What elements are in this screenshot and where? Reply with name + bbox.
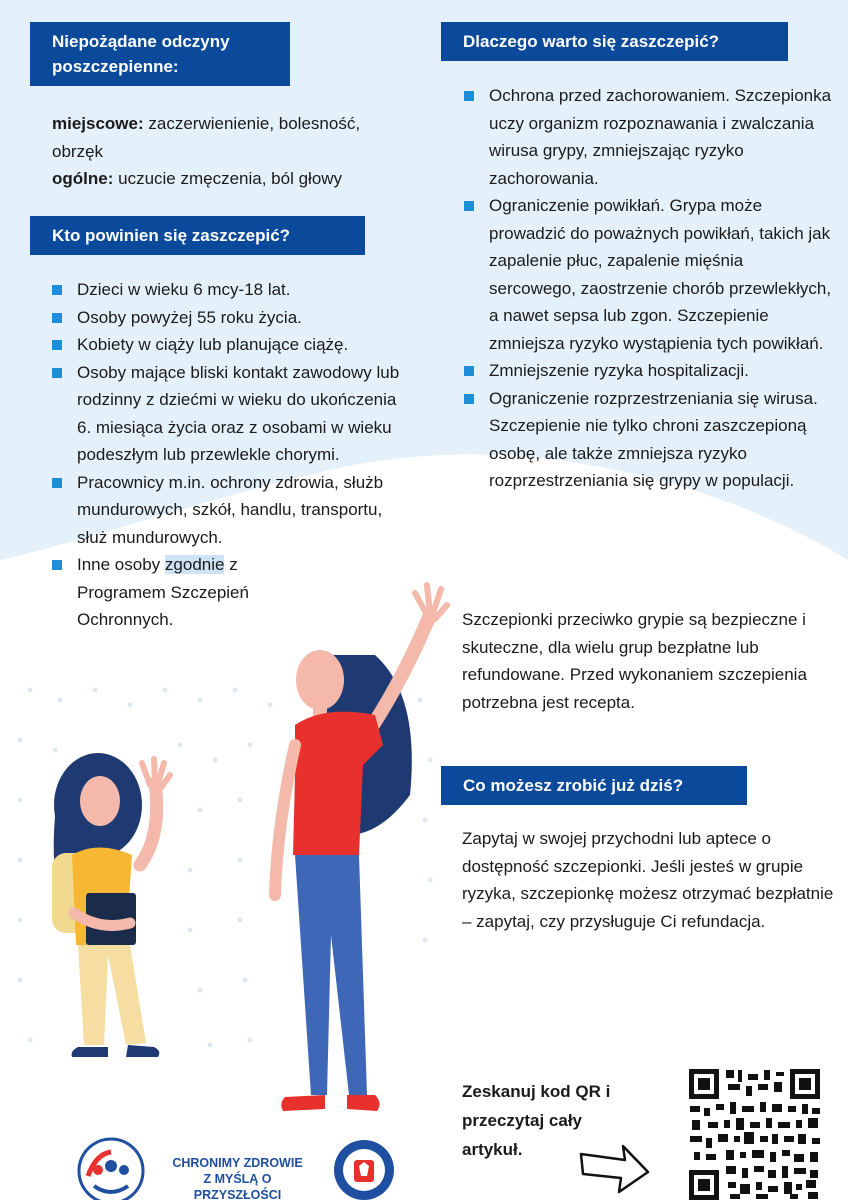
why-header: Dlaczego warto się zaszczepić?: [441, 22, 788, 61]
program-logo-text: [160, 1155, 315, 1203]
arrow-right-icon: [577, 1140, 652, 1195]
who-item: [50, 359, 415, 469]
bullet-square-icon: [52, 285, 62, 295]
bullet-square-icon: [52, 478, 62, 488]
who-item-text: Osoby mające bliski kontakt zawodowy lub rodzinny z dziećmi w wieku do ukończenia 6. miesiąca życia oraz z osobami w wieku podeszłym lub przewlekle chorymi.: [77, 362, 400, 464]
bullet-square-icon: [52, 340, 62, 350]
why-item-text: Ochrona przed zachorowaniem. Szczepionka uczy organizm rozpoznawania i zwalczania wirusa grypy, zmniejszając ryzyko zachorowania.: [489, 86, 832, 188]
who-item: [50, 469, 415, 552]
who-item: [50, 331, 415, 359]
why-item: [462, 192, 832, 357]
side-effects-text: [52, 110, 412, 193]
bullet-square-icon: [464, 201, 474, 211]
who-item-text: Inne osoby: [77, 555, 165, 574]
who-item: [50, 276, 415, 304]
why-list: [462, 82, 832, 495]
program-logo: [76, 1136, 146, 1200]
bullet-square-icon: [464, 394, 474, 404]
side-effects-header: Niepożądane odczyny poszczepienne:: [30, 22, 290, 86]
general-label: ogólne:: [52, 169, 114, 188]
qr-code[interactable]: [686, 1066, 824, 1200]
who-item: [50, 304, 415, 332]
general-text: uczucie zmęczenia, ból głowy: [113, 169, 343, 188]
why-item-text: Zmniejszenie ryzyka hospitalizacji.: [489, 361, 749, 380]
logo-text-line1: CHRONIMY ZDROWIE: [172, 1156, 303, 1170]
why-item: [462, 385, 832, 495]
bullet-square-icon: [464, 91, 474, 101]
who-item-text: z Programem Szczepień Ochronnych.: [77, 555, 249, 629]
local-text: zaczerwienienie, bolesność, obrzęk: [52, 114, 361, 161]
ministry-seal-logo: [332, 1138, 396, 1200]
local-label: miejscowe:: [52, 114, 144, 133]
who-item-text: Pracownicy m.in. ochrony zdrowia, służb mundurowych, szkół, handlu, transportu, służ mundurowych.: [77, 472, 384, 547]
logo-text-line2: Z MYŚLĄ O PRZYSZŁOŚCI: [193, 1172, 282, 1202]
qr-caption: Zeskanuj kod QR i przeczytaj cały artykuł.: [462, 1082, 611, 1159]
why-item-text: Ograniczenie powikłań. Grypa może prowadzić do poważnych powikłań, takich jak zapalenie płuc, zapalenie mięśnia sercowego, zaostrzenie chorób przewlekłych, a nawet sepsa lub zgon. Szczepienie zmniejsza ryzyko wystąpienia tych powikłań.: [489, 196, 832, 353]
who-item-text: Dzieci w wieku 6 mcy-18 lat.: [77, 280, 291, 299]
today-header: Co możesz zrobić już dziś?: [441, 766, 747, 805]
bullet-square-icon: [464, 366, 474, 376]
highlighted-word[interactable]: zgodnie: [164, 555, 225, 574]
bullet-square-icon: [52, 368, 62, 378]
today-paragraph: Zapytaj w swojej przychodni lub aptece o dostępność szczepionki. Jeśli jesteś w grupie ryzyka, szczepionkę możesz otrzymać bezpłatnie – zapytaj, czy przysługuje Ci refundacja.: [462, 829, 834, 931]
why-item: [462, 357, 832, 385]
bullet-square-icon: [52, 560, 62, 570]
why-item: [462, 82, 832, 192]
who-item-text: Osoby powyżej 55 roku życia.: [77, 307, 302, 327]
who-header: Kto powinien się zaszczepić?: [30, 216, 365, 255]
illustration-woman: [255, 575, 450, 1125]
safety-paragraph: Szczepionki przeciwko grypie są bezpieczne i skuteczne, dla wielu grup bezpłatne lub refundowane. Przed wykonaniem szczepienia potrzebna jest recepta.: [462, 610, 807, 712]
bullet-square-icon: [52, 313, 62, 323]
why-item-text: Ograniczenie rozprzestrzeniania się wirusa. Szczepienie nie tylko chroni zaszczepioną osobę, ale także zmniejsza ryzyko rozprzestrzeniania się grypy w populacji.: [489, 388, 818, 490]
illustration-girl: [30, 745, 220, 1095]
who-item-text: Kobiety w ciąży lub planujące ciążę.: [77, 335, 349, 354]
